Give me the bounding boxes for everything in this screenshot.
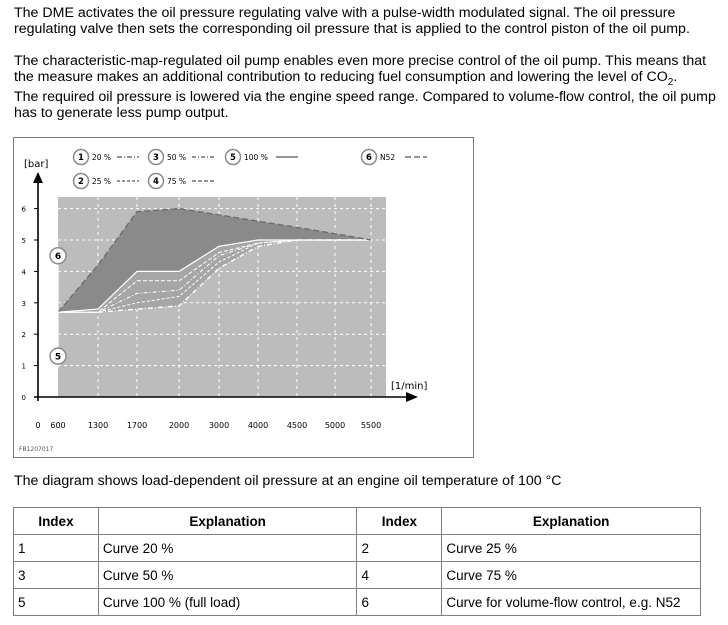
legend-number: 5 bbox=[230, 153, 236, 164]
header-index: Index bbox=[14, 508, 99, 535]
table-cell: Curve 25 % bbox=[442, 535, 701, 562]
legend-label: N52 bbox=[380, 153, 396, 162]
paragraph-2-text: The characteristic-map-regulated oil pump enables even more precise control of the oil pump. This means that the measure makes an additional contribution to reducing fuel consumption and lowering the level of CO bbox=[14, 53, 707, 85]
legend-label: 100 % bbox=[244, 153, 268, 162]
x-tick-label: 1700 bbox=[126, 421, 148, 430]
x-unit-label: [1/min] bbox=[391, 381, 428, 392]
x-tick-label: 0 bbox=[35, 421, 41, 430]
x-tick-label: 3000 bbox=[208, 421, 230, 430]
table-cell: Curve for volume-flow control, e.g. N52 bbox=[442, 589, 701, 616]
curve-marker-5 bbox=[50, 348, 66, 364]
header-explanation: Explanation bbox=[98, 508, 357, 535]
legend-label: 50 % bbox=[167, 153, 187, 162]
header-index: Index bbox=[357, 508, 442, 535]
y-tick-label: 3 bbox=[21, 299, 26, 308]
table-header-row bbox=[14, 508, 701, 535]
table-cell: 2 bbox=[357, 535, 442, 562]
y-tick-label: 5 bbox=[21, 237, 26, 245]
header-explanation: Explanation bbox=[442, 508, 701, 535]
table-cell: Curve 100 % (full load) bbox=[98, 589, 357, 616]
table-cell: 4 bbox=[357, 562, 442, 589]
table-cell: 6 bbox=[357, 589, 442, 616]
intro-paragraph-3: The required oil pressure is lowered via the engine speed range. Compared to volume-flow control, the oil pump has to generate less pump output. bbox=[14, 89, 716, 121]
table-cell: Curve 20 % bbox=[98, 535, 357, 562]
legend-label: 75 % bbox=[167, 177, 187, 186]
y-tick-label: 6 bbox=[21, 205, 26, 214]
figure-id: FB1207017 bbox=[19, 446, 54, 453]
legend-number: 1 bbox=[78, 153, 84, 164]
y-tick-label: 2 bbox=[21, 331, 26, 340]
x-tick-label: 4500 bbox=[286, 421, 308, 430]
x-tick-label: 600 bbox=[50, 421, 66, 430]
table-row bbox=[14, 535, 701, 562]
curve-marker-6 bbox=[50, 248, 66, 264]
oil-pressure-diagram bbox=[13, 137, 474, 458]
y-tick-label: 1 bbox=[21, 362, 26, 371]
intro-paragraph-1: The DME activates the oil pressure regulating valve with a pulse-width modulated signal. The oil pressure regulating valve then sets the corresponding oil pressure that is applied to the control piston of the oil pump. bbox=[14, 5, 690, 37]
legend-number: 6 bbox=[366, 153, 372, 164]
table-cell: 5 bbox=[14, 589, 99, 616]
x-tick-label: 1300 bbox=[87, 421, 109, 430]
marker-number: 6 bbox=[54, 252, 62, 263]
legend-label: 25 % bbox=[92, 177, 112, 186]
x-tick-label: 5000 bbox=[324, 421, 346, 430]
legend-number: 3 bbox=[153, 153, 159, 164]
legend-label: 20 % bbox=[92, 153, 112, 162]
intro-paragraph-2 bbox=[14, 53, 722, 91]
co2-subscript: 2 bbox=[667, 76, 674, 88]
plot-area bbox=[22, 172, 418, 430]
index-table bbox=[13, 507, 701, 616]
table-cell: 3 bbox=[14, 562, 99, 589]
legend-number: 4 bbox=[153, 177, 159, 188]
x-tick-label: 5500 bbox=[360, 421, 382, 430]
marker-number: 5 bbox=[54, 352, 62, 363]
y-unit-label: [bar] bbox=[24, 159, 49, 170]
x-tick-label: 2000 bbox=[168, 421, 190, 430]
paragraph-2-period: . bbox=[673, 69, 678, 85]
y-tick-label: 4 bbox=[21, 268, 26, 277]
legend-number: 2 bbox=[78, 177, 84, 188]
table-row bbox=[14, 589, 701, 616]
table-cell: Curve 50 % bbox=[98, 562, 357, 589]
table-cell: 1 bbox=[14, 535, 99, 562]
x-tick-label: 4000 bbox=[247, 421, 269, 430]
figure-caption: The diagram shows load-dependent oil pressure at an engine oil temperature of 100 °C bbox=[14, 473, 562, 489]
table-row bbox=[14, 562, 701, 589]
y-tick-label: 0 bbox=[21, 394, 26, 402]
table-cell: Curve 75 % bbox=[442, 562, 701, 589]
